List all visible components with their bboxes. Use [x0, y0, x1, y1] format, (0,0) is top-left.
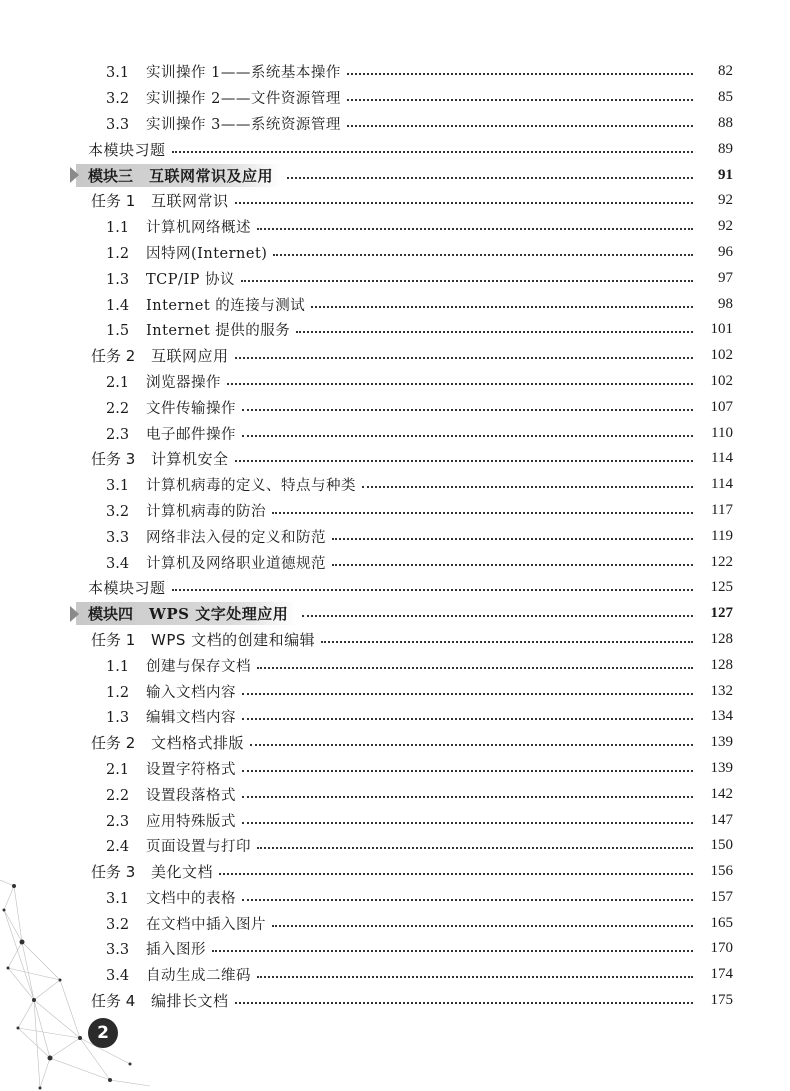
dot-leader	[332, 537, 693, 540]
toc-entry	[0, 549, 790, 575]
toc-entry-label	[106, 216, 251, 237]
toc-entry-number: 2.2	[106, 400, 130, 417]
toc-entry	[0, 214, 790, 240]
toc-entry-number: 3.4	[106, 968, 130, 985]
toc-entry-page: 165	[710, 914, 733, 931]
toc-entry-page: 139	[710, 734, 733, 751]
dot-leader	[302, 614, 693, 617]
toc-entry-number: 3.3	[106, 529, 130, 546]
toc-entry-title: 美化文档	[151, 863, 214, 882]
toc-entry-label	[106, 294, 305, 315]
dot-leader	[242, 692, 693, 695]
toc-entry-label	[91, 345, 229, 366]
toc-entry-number: 3.2	[106, 91, 130, 108]
toc-entry-number: 3.4	[106, 555, 130, 572]
toc-entry-title: 文档格式排版	[151, 734, 245, 753]
toc-entry-number: 2.4	[106, 839, 130, 856]
dot-leader	[272, 511, 693, 514]
toc-entry-page: 157	[710, 888, 733, 905]
toc-entry-label	[88, 577, 166, 598]
toc-entry	[0, 652, 790, 678]
toc-entry-label	[76, 164, 281, 187]
toc-entry	[0, 678, 790, 704]
dot-leader	[235, 201, 693, 204]
toc-entry-label	[106, 526, 326, 547]
toc-entry-title: Internet 的连接与测试	[146, 297, 306, 314]
toc-entry-page: 132	[710, 682, 733, 699]
toc-entry	[0, 343, 790, 369]
toc-entry-number: 1.3	[106, 710, 130, 727]
dot-leader	[273, 253, 693, 256]
toc-entry-number: 任务 2	[91, 734, 136, 753]
toc-entry-label	[106, 423, 236, 444]
toc-entry	[0, 394, 790, 420]
toc-entry-page: 97	[718, 269, 733, 286]
toc-entry	[0, 188, 790, 214]
toc-entry-label	[106, 681, 236, 702]
toc-entry	[0, 575, 790, 601]
toc-entry-label	[106, 706, 236, 727]
toc-entry-title: 因特网(Internet)	[146, 245, 268, 262]
toc-entry-label	[76, 602, 296, 625]
toc-entry	[0, 265, 790, 291]
toc-entry-number: 任务 1	[91, 630, 136, 649]
toc-entry-number: 1.5	[106, 323, 130, 340]
toc-entry-page: 150	[710, 837, 733, 854]
dot-leader	[311, 305, 693, 308]
toc-entry-title: 输入文档内容	[146, 684, 236, 701]
page-number-badge	[88, 1018, 118, 1048]
module-marker-icon	[70, 167, 79, 183]
toc-entry-number: 3.2	[106, 916, 130, 933]
toc-entry-title: 互联网常识	[151, 192, 229, 211]
toc-entry	[0, 807, 790, 833]
toc-entry-title: 设置字符格式	[146, 761, 236, 778]
dot-leader	[257, 846, 693, 849]
toc-entry-label	[106, 371, 221, 392]
toc-entry-page: 134	[710, 708, 733, 725]
toc-entry	[0, 136, 790, 162]
toc-entry-number: 1.3	[106, 271, 130, 288]
toc-entry-number: 2.1	[106, 761, 130, 778]
toc-entry-title: 应用特殊版式	[146, 813, 236, 830]
toc-entry-title: 实训操作 3——系统资源管理	[146, 116, 341, 133]
toc-entry-number: 3.3	[106, 116, 130, 133]
decorative-network-graphic	[0, 850, 170, 1091]
toc-entry-page: 114	[711, 450, 733, 467]
toc-entry-number: 任务 1	[91, 192, 136, 211]
toc-entry-label	[106, 397, 236, 418]
dot-leader	[347, 72, 693, 75]
dot-leader	[347, 98, 693, 101]
toc-entry-number: 3.3	[106, 942, 130, 959]
toc-entry-page: 102	[710, 347, 733, 364]
page-number: 2	[97, 1023, 109, 1043]
toc-entry-label	[88, 139, 166, 160]
toc-entry-title: 插入图形	[146, 942, 206, 959]
toc-entry-title: 自动生成二维码	[146, 968, 251, 985]
toc-entry	[0, 240, 790, 266]
toc-entry	[0, 446, 790, 472]
toc-entry-number: 模块三	[88, 166, 134, 185]
toc-entry-title: 计算机网络概述	[146, 220, 251, 237]
toc-entry-page: 142	[710, 785, 733, 802]
toc-entry-label	[106, 113, 341, 134]
toc-entry-page: 174	[710, 966, 733, 983]
toc-entry-title: 文件传输操作	[146, 400, 236, 417]
toc-entry-title: 互联网常识及应用	[149, 166, 274, 185]
toc-entry-title: 实训操作 2——文件资源管理	[146, 91, 341, 108]
toc-entry	[0, 781, 790, 807]
toc-entry-label	[106, 268, 235, 289]
dot-leader	[242, 434, 693, 437]
toc-entry-page: 114	[711, 476, 733, 493]
toc-entry	[0, 291, 790, 317]
toc-entry-page: 170	[710, 940, 733, 957]
toc-entry-label	[106, 242, 267, 263]
toc-entry-title: 浏览器操作	[146, 374, 221, 391]
toc-entry-title: 设置段落格式	[146, 787, 236, 804]
dot-leader	[257, 227, 693, 230]
dot-leader	[219, 872, 693, 875]
toc-entry-title: 页面设置与打印	[146, 839, 251, 856]
toc-entry-page: 88	[718, 114, 733, 131]
toc-entry-title: 编辑文档内容	[146, 710, 236, 727]
toc-entry	[0, 420, 790, 446]
toc-entry-page: 127	[710, 605, 733, 622]
dot-leader	[242, 821, 693, 824]
toc-entry-number: 任务 4	[91, 992, 136, 1011]
dot-leader	[362, 485, 693, 488]
toc-entry-label	[106, 61, 341, 82]
toc-entry-page: 91	[718, 166, 733, 183]
dot-leader	[235, 1001, 693, 1004]
toc-entry-page: 85	[718, 89, 733, 106]
toc-entry-label	[106, 784, 236, 805]
toc-entry-page: 117	[711, 501, 733, 518]
toc-entry-number: 1.4	[106, 297, 130, 314]
dot-leader	[172, 150, 693, 153]
toc-entry-number: 模块四	[88, 605, 134, 624]
toc-entry-title: 在文档中插入图片	[146, 916, 266, 933]
toc-entry-number: 3.1	[106, 65, 130, 82]
toc-entry-page: 122	[710, 553, 733, 570]
toc-entry-label	[91, 732, 244, 753]
toc-entry-label	[106, 655, 251, 676]
toc-entry	[0, 498, 790, 524]
toc-entry-number: 任务 2	[91, 347, 136, 366]
toc-entry-title: 计算机及网络职业道德规范	[146, 555, 326, 572]
toc-entry-title: 计算机病毒的防治	[146, 503, 266, 520]
toc-entry	[0, 369, 790, 395]
dot-leader	[332, 563, 693, 566]
toc-entry-label	[106, 500, 266, 521]
toc-entry-title: 计算机病毒的定义、特点与种类	[146, 478, 356, 495]
toc-entry	[0, 472, 790, 498]
toc-entry-label	[106, 810, 236, 831]
dot-leader	[296, 330, 693, 333]
toc-entry	[0, 523, 790, 549]
toc-entry-title: 电子邮件操作	[146, 426, 236, 443]
toc-entry-page: 147	[710, 811, 733, 828]
dot-leader	[242, 898, 693, 901]
toc-entry-title: 创建与保存文档	[146, 658, 251, 675]
toc-entry-label	[91, 190, 229, 211]
toc-entry-page: 107	[710, 398, 733, 415]
toc-entry-page: 89	[718, 140, 733, 157]
toc-entry-label	[106, 758, 236, 779]
toc-entry-page: 139	[710, 759, 733, 776]
toc-entry-number: 3.1	[106, 478, 130, 495]
toc-entry	[0, 111, 790, 137]
toc-entry-label	[106, 87, 341, 108]
toc-entry-title: WPS 文档的创建和编辑	[151, 630, 316, 649]
toc-entry-title: WPS 文字处理应用	[149, 605, 289, 624]
toc-entry-page: 128	[710, 656, 733, 673]
dot-leader	[347, 124, 693, 127]
toc-entry-number: 3.1	[106, 890, 130, 907]
dot-leader	[257, 666, 693, 669]
toc-entry-page: 82	[718, 63, 733, 80]
dot-leader	[242, 717, 693, 720]
dot-leader	[241, 279, 693, 282]
toc-entry-number: 任务 3	[91, 450, 136, 469]
toc-entry	[0, 85, 790, 111]
toc-entry-page: 96	[718, 243, 733, 260]
dot-leader	[172, 588, 693, 591]
toc-entry-number: 1.1	[106, 658, 130, 675]
toc-entry-page: 119	[711, 527, 733, 544]
toc-entry-title: 网络非法入侵的定义和防范	[146, 529, 326, 546]
toc-entry-title: 本模块习题	[88, 579, 166, 598]
toc-entry-page: 98	[718, 295, 733, 312]
toc-entry-title: 互联网应用	[151, 347, 229, 366]
toc-entry-title: 文档中的表格	[146, 890, 236, 907]
toc-entry-page: 156	[710, 863, 733, 880]
toc-entry-title: 编排长文档	[151, 992, 229, 1011]
toc-entry-title: TCP/IP 协议	[146, 271, 236, 288]
dot-leader	[272, 924, 693, 927]
toc-entry-page: 102	[710, 372, 733, 389]
toc-entry	[0, 627, 790, 653]
dot-leader	[242, 769, 693, 772]
toc-entry-number: 2.2	[106, 787, 130, 804]
toc-entry-number: 2.3	[106, 426, 130, 443]
toc-entry-label	[91, 448, 229, 469]
dot-leader	[235, 356, 693, 359]
toc-entry-page: 92	[718, 192, 733, 209]
toc-entry-label	[106, 552, 326, 573]
toc-entry	[0, 730, 790, 756]
toc-entry	[0, 704, 790, 730]
toc-entry	[0, 317, 790, 343]
toc-entry-number: 1.2	[106, 245, 130, 262]
toc-entry-number: 任务 3	[91, 863, 136, 882]
toc-module-entry	[0, 601, 790, 627]
toc-entry-label	[91, 629, 315, 650]
toc-entry-page: 125	[710, 579, 733, 596]
toc-entry-page: 92	[718, 218, 733, 235]
dot-leader	[321, 640, 693, 643]
toc-entry-label	[106, 474, 356, 495]
toc-entry-number: 1.1	[106, 220, 130, 237]
dot-leader	[242, 408, 693, 411]
toc-entry-page: 101	[710, 321, 733, 338]
toc-entry-number: 3.2	[106, 503, 130, 520]
dot-leader	[212, 949, 693, 952]
toc-entry	[0, 59, 790, 85]
dot-leader	[250, 743, 693, 746]
toc-module-entry	[0, 162, 790, 188]
dot-leader	[227, 382, 693, 385]
toc-entry-title: 本模块习题	[88, 140, 166, 159]
toc-entry	[0, 756, 790, 782]
toc-entry-label	[106, 319, 290, 340]
toc-entry-number: 1.2	[106, 684, 130, 701]
toc-entry-title: Internet 提供的服务	[146, 323, 291, 340]
toc-entry-page: 175	[710, 992, 733, 1009]
toc-entry-number: 2.3	[106, 813, 130, 830]
toc-entry-title: 实训操作 1——系统基本操作	[146, 65, 341, 82]
toc-entry-page: 128	[710, 630, 733, 647]
dot-leader	[257, 975, 693, 978]
dot-leader	[242, 795, 693, 798]
toc-entry-page: 110	[711, 424, 733, 441]
toc-entry-title: 计算机安全	[151, 450, 229, 469]
dot-leader	[235, 459, 693, 462]
toc-entry-number: 2.1	[106, 374, 130, 391]
dot-leader	[287, 176, 693, 179]
module-marker-icon	[70, 606, 79, 622]
